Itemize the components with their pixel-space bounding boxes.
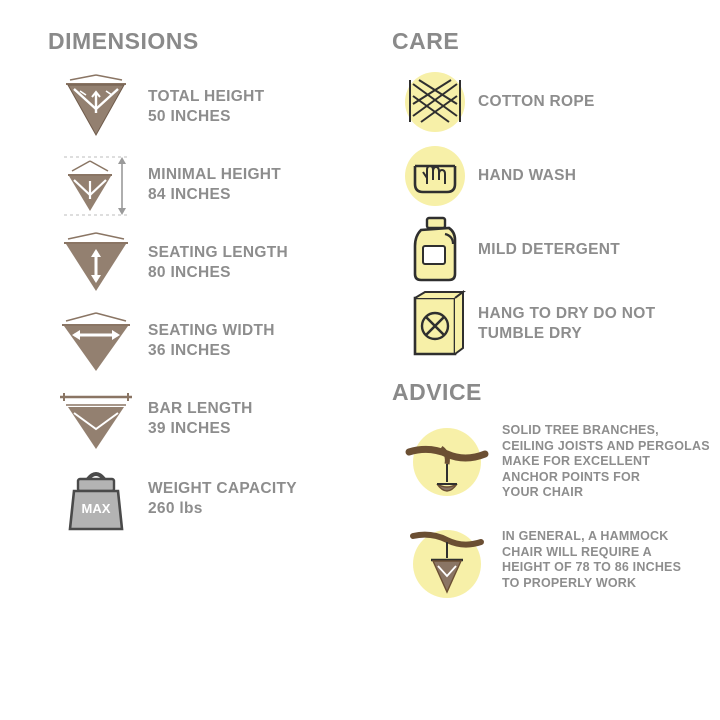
care-label-hang-to-dry: HANG TO DRY DO NOT TUMBLE DRY	[478, 304, 656, 342]
care-row-hand-wash	[392, 143, 712, 209]
detergent-bottle-icon	[392, 217, 478, 283]
dimension-label-total-height: TOTAL HEIGHT 50 INCHES	[148, 88, 265, 125]
advice-row-anchor-points	[392, 416, 712, 508]
advice-row-height-requirement	[392, 514, 712, 606]
rope-mesh-icon	[392, 69, 478, 135]
hanging-chair-height-icon	[392, 514, 502, 606]
care-label-mild-detergent: MILD DETERGENT	[478, 240, 620, 258]
dimension-row-seating-length	[48, 227, 378, 299]
hammock-chair-total-height-icon	[48, 71, 144, 143]
dimension-row-total-height	[48, 71, 378, 143]
dimension-row-seating-width	[48, 305, 378, 377]
care-row-hang-to-dry	[392, 291, 712, 357]
dimension-label-seating-length: SEATING LENGTH 80 INCHES	[148, 244, 288, 281]
advice-text-anchor-points: SOLID TREE BRANCHES, CEILING JOISTS AND PERGOLAS MAKE FOR EXCELLENT ANCHOR POINTS FOR YOUR CHAIR	[502, 423, 710, 500]
hammock-chair-bar-length-icon	[48, 383, 144, 455]
dimension-row-minimal-height	[48, 149, 378, 221]
dimension-label-weight-capacity: WEIGHT CAPACITY 260 lbs	[148, 480, 297, 517]
dimension-label-bar-length: BAR LENGTH 39 INCHES	[148, 400, 253, 437]
care-advice-column	[392, 28, 712, 612]
dimensions-section	[48, 28, 378, 541]
dimension-label-seating-width: SEATING WIDTH 36 INCHES	[148, 322, 275, 359]
advice-text-height-requirement: IN GENERAL, A HAMMOCK CHAIR WILL REQUIRE A HEIGHT OF 78 TO 86 INCHES TO PROPERLY WORK	[502, 529, 682, 590]
dimension-row-bar-length	[48, 383, 378, 455]
weight-max-icon	[48, 463, 144, 535]
care-label-hand-wash: HAND WASH	[478, 166, 577, 184]
care-row-cotton-rope	[392, 69, 712, 135]
hand-wash-icon	[392, 143, 478, 209]
no-tumble-dry-icon	[392, 291, 478, 357]
care-label-cotton-rope: COTTON ROPE	[478, 92, 595, 110]
section-title-advice: ADVICE	[392, 379, 482, 405]
section-title-dimensions: DIMENSIONS	[48, 28, 199, 54]
dimension-label-minimal-height: MINIMAL HEIGHT 84 INCHES	[148, 166, 282, 203]
hammock-chair-minimal-height-icon	[48, 149, 144, 221]
hammock-chair-seating-width-icon	[48, 305, 144, 377]
care-row-mild-detergent	[392, 217, 712, 283]
section-title-care: CARE	[392, 28, 460, 54]
hammock-chair-seating-length-icon	[48, 227, 144, 299]
weight-badge-text: MAX	[81, 501, 111, 516]
dimension-row-weight-capacity	[48, 463, 378, 535]
tree-branch-anchor-icon	[392, 416, 502, 508]
